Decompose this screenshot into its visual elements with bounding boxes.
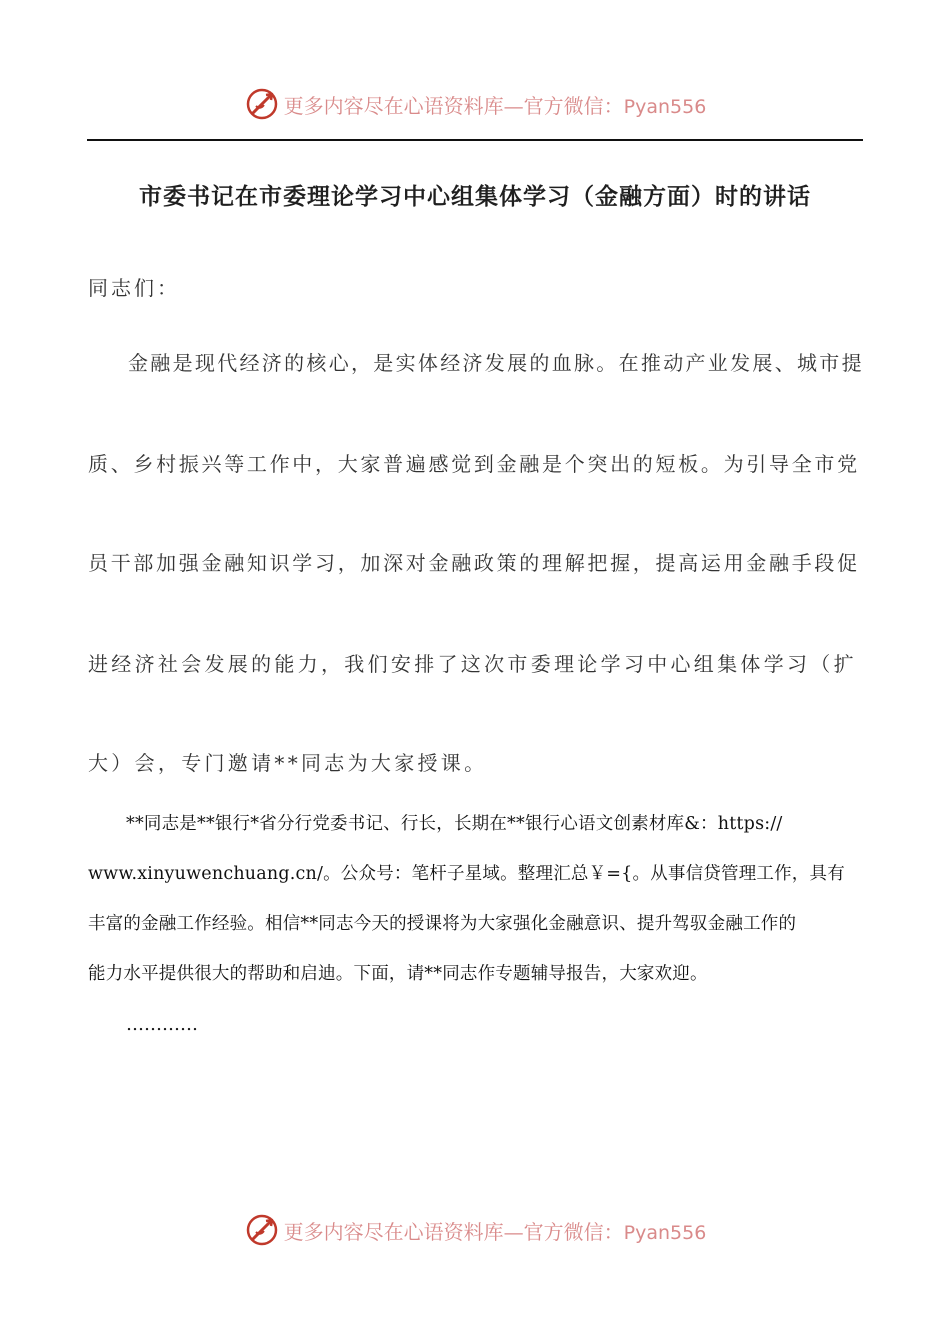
paragraph1-line: 金融是现代经济的核心，是实体经济发展的血脉。在推动产业发展、城市提 bbox=[128, 351, 864, 375]
paragraph2-line: 丰富的金融工作经验。相信**同志今天的授课将为大家强化金融意识、提升驾驭金融工作的 bbox=[88, 914, 797, 934]
header-wechat-id: Pyan556 bbox=[623, 95, 707, 118]
paragraph1-line: 质、乡村振兴等工作中，大家普遍感觉到金融是个突出的短板。为引导全市党 bbox=[88, 452, 860, 476]
ellipsis: ………… bbox=[126, 1014, 198, 1035]
paragraph1-line: 员干部加强金融知识学习，加深对金融政策的理解把握，提高运用金融手段促 bbox=[88, 551, 860, 575]
salutation: 同志们： bbox=[88, 276, 180, 300]
paragraph2-line: 能力水平提供很大的帮助和启迪。下面，请**同志作专题辅导报告，大家欢迎。 bbox=[88, 964, 708, 984]
logo-icon bbox=[244, 86, 280, 122]
logo-icon bbox=[244, 1212, 280, 1248]
paragraph2-line: **同志是**银行*省分行党委书记、行长，长期在**银行心语文创素材库&：https:// bbox=[126, 814, 783, 834]
footer-wechat-id: Pyan556 bbox=[623, 1221, 707, 1244]
paragraph2-line: www.xinyuwenchuang.cn/。公众号：笔杆子星域。整理汇总￥={。从事信贷管理工作，具有 bbox=[88, 864, 845, 884]
paragraph1-line: 大）会，专门邀请**同志为大家授课。 bbox=[88, 751, 488, 775]
footer-banner bbox=[0, 1208, 950, 1252]
header-banner bbox=[0, 82, 950, 126]
document-title: 市委书记在市委理论学习中心组集体学习（金融方面）时的讲话 bbox=[139, 184, 811, 210]
header-banner-text: 更多内容尽在心语资料库—官方微信：Pyan556 bbox=[283, 93, 707, 118]
header-rule bbox=[87, 139, 863, 141]
paragraph1-line: 进经济社会发展的能力，我们安排了这次市委理论学习中心组集体学习（扩 bbox=[88, 652, 857, 676]
footer-banner-text: 更多内容尽在心语资料库—官方微信：Pyan556 bbox=[283, 1219, 707, 1244]
